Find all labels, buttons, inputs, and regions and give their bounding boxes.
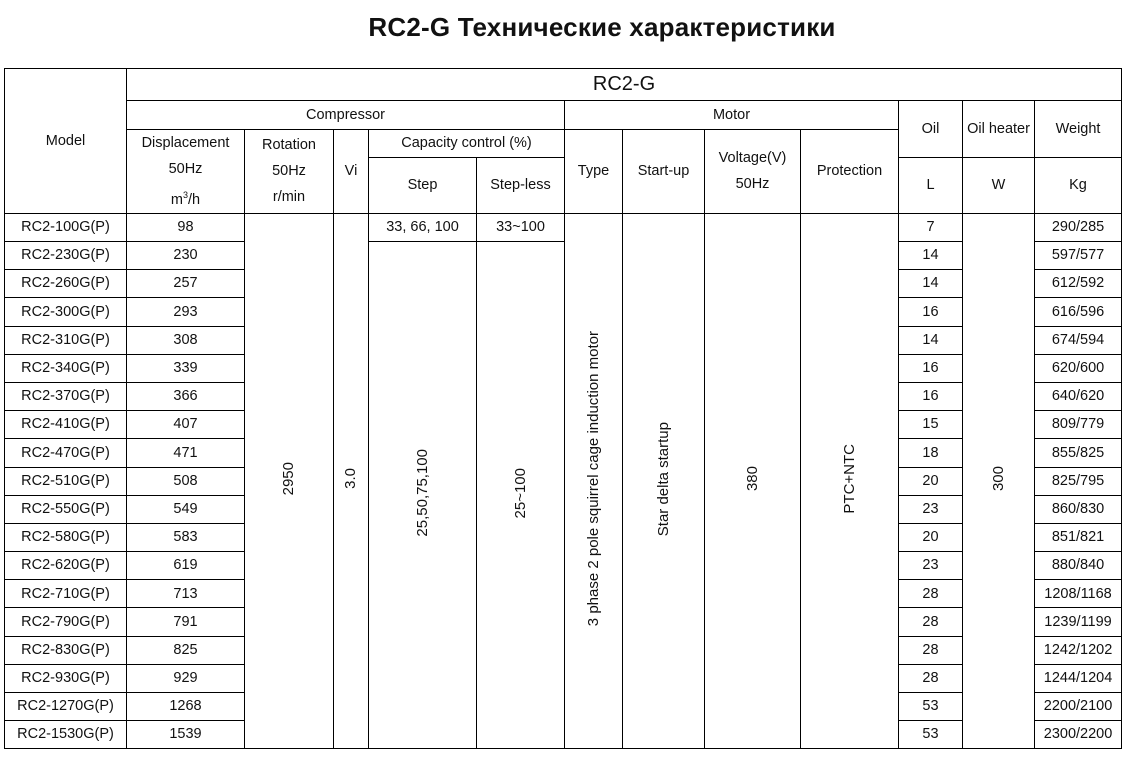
cell-model: RC2-100G(P) [5,213,127,241]
cell-step: 33, 66, 100 [369,213,477,241]
header-weight-unit: Kg [1035,158,1122,214]
cell-oil: 16 [899,354,963,382]
cell-oil: 28 [899,580,963,608]
cell-model: RC2-260G(P) [5,270,127,298]
cell-weight: 1239/1199 [1035,608,1122,636]
cell-weight: 855/825 [1035,439,1122,467]
header-motor: Motor [565,101,899,130]
header-stepless: Step-less [477,158,565,214]
cell-motor-type: 3 phase 2 pole squirrel cage induction motor [565,213,623,749]
cell-oil: 16 [899,298,963,326]
cell-startup: Star delta startup [623,213,705,749]
table-row [5,242,1122,270]
cell-displacement: 366 [127,382,245,410]
cell-displacement: 98 [127,213,245,241]
cell-oil: 28 [899,608,963,636]
cell-model: RC2-230G(P) [5,242,127,270]
cell-displacement: 619 [127,552,245,580]
cell-oil: 18 [899,439,963,467]
cell-oil: 20 [899,523,963,551]
cell-weight: 640/620 [1035,382,1122,410]
cell-weight: 597/577 [1035,242,1122,270]
header-series: RC2-G [127,69,1122,101]
cell-oil: 15 [899,411,963,439]
cell-model: RC2-1530G(P) [5,721,127,749]
cell-oil: 23 [899,495,963,523]
cell-model: RC2-1270G(P) [5,693,127,721]
header-type: Type [565,130,623,214]
cell-model: RC2-580G(P) [5,523,127,551]
cell-displacement: 293 [127,298,245,326]
cell-model: RC2-620G(P) [5,552,127,580]
cell-weight: 2200/2100 [1035,693,1122,721]
cell-weight: 851/821 [1035,523,1122,551]
cell-model: RC2-310G(P) [5,326,127,354]
cell-weight: 1244/1204 [1035,664,1122,692]
cell-displacement: 308 [127,326,245,354]
cell-weight: 612/592 [1035,270,1122,298]
cell-model: RC2-710G(P) [5,580,127,608]
cell-displacement: 508 [127,467,245,495]
cell-displacement: 1268 [127,693,245,721]
cell-oil: 20 [899,467,963,495]
cell-oil: 53 [899,721,963,749]
cell-oil: 14 [899,270,963,298]
spec-table [4,68,1122,749]
cell-oil: 14 [899,242,963,270]
cell-step: 25,50,75,100 [369,242,477,749]
cell-weight: 290/285 [1035,213,1122,241]
cell-oil: 53 [899,693,963,721]
cell-displacement: 230 [127,242,245,270]
cell-model: RC2-410G(P) [5,411,127,439]
header-oil-heater-unit: W [963,158,1035,214]
cell-displacement: 471 [127,439,245,467]
cell-weight: 880/840 [1035,552,1122,580]
cell-weight: 809/779 [1035,411,1122,439]
header-vi: Vi [334,130,369,214]
cell-model: RC2-930G(P) [5,664,127,692]
cell-weight: 620/600 [1035,354,1122,382]
header-rotation: Rotation 50Hz r/min [245,130,334,214]
cell-weight: 1242/1202 [1035,636,1122,664]
table-row [5,213,1122,241]
header-compressor: Compressor [127,101,565,130]
cell-displacement: 339 [127,354,245,382]
header-oil-unit: L [899,158,963,214]
cell-weight: 825/795 [1035,467,1122,495]
cell-displacement: 407 [127,411,245,439]
cell-displacement: 257 [127,270,245,298]
cell-oil: 28 [899,636,963,664]
cell-displacement: 713 [127,580,245,608]
cell-weight: 616/596 [1035,298,1122,326]
cell-model: RC2-370G(P) [5,382,127,410]
cell-weight: 860/830 [1035,495,1122,523]
cell-rotation: 2950 [245,213,334,749]
cell-oil: 16 [899,382,963,410]
header-protection: Protection [801,130,899,214]
cell-oil: 14 [899,326,963,354]
cell-protection: PTC+NTC [801,213,899,749]
cell-displacement: 791 [127,608,245,636]
cell-stepless: 25~100 [477,242,565,749]
cell-model: RC2-830G(P) [5,636,127,664]
cell-displacement: 825 [127,636,245,664]
header-step: Step [369,158,477,214]
header-oil-heater: Oil heater [963,101,1035,158]
header-startup: Start-up [623,130,705,214]
cell-voltage: 380 [705,213,801,749]
header-voltage: Voltage(V) 50Hz [705,130,801,214]
cell-weight: 2300/2200 [1035,721,1122,749]
cell-displacement: 929 [127,664,245,692]
cell-oil: 28 [899,664,963,692]
cell-weight: 674/594 [1035,326,1122,354]
header-capacity-control: Capacity control (%) [369,130,565,158]
cell-displacement: 549 [127,495,245,523]
cell-model: RC2-470G(P) [5,439,127,467]
cell-stepless: 33~100 [477,213,565,241]
header-weight: Weight [1035,101,1122,158]
cell-model: RC2-790G(P) [5,608,127,636]
header-displacement: Displacement 50Hz $m^3/h$ [127,130,245,214]
cell-vi: 3.0 [334,213,369,749]
cell-weight: 1208/1168 [1035,580,1122,608]
cell-model: RC2-340G(P) [5,354,127,382]
page-title: RC2-G Технические характеристики [368,12,836,42]
cell-model: RC2-510G(P) [5,467,127,495]
cell-oil: 7 [899,213,963,241]
cell-oil: 23 [899,552,963,580]
cell-oil-heater: 300 [963,213,1035,749]
cell-displacement: 1539 [127,721,245,749]
cell-model: RC2-300G(P) [5,298,127,326]
header-oil: Oil [899,101,963,158]
cell-model: RC2-550G(P) [5,495,127,523]
cell-displacement: 583 [127,523,245,551]
header-model: Model [5,69,127,214]
